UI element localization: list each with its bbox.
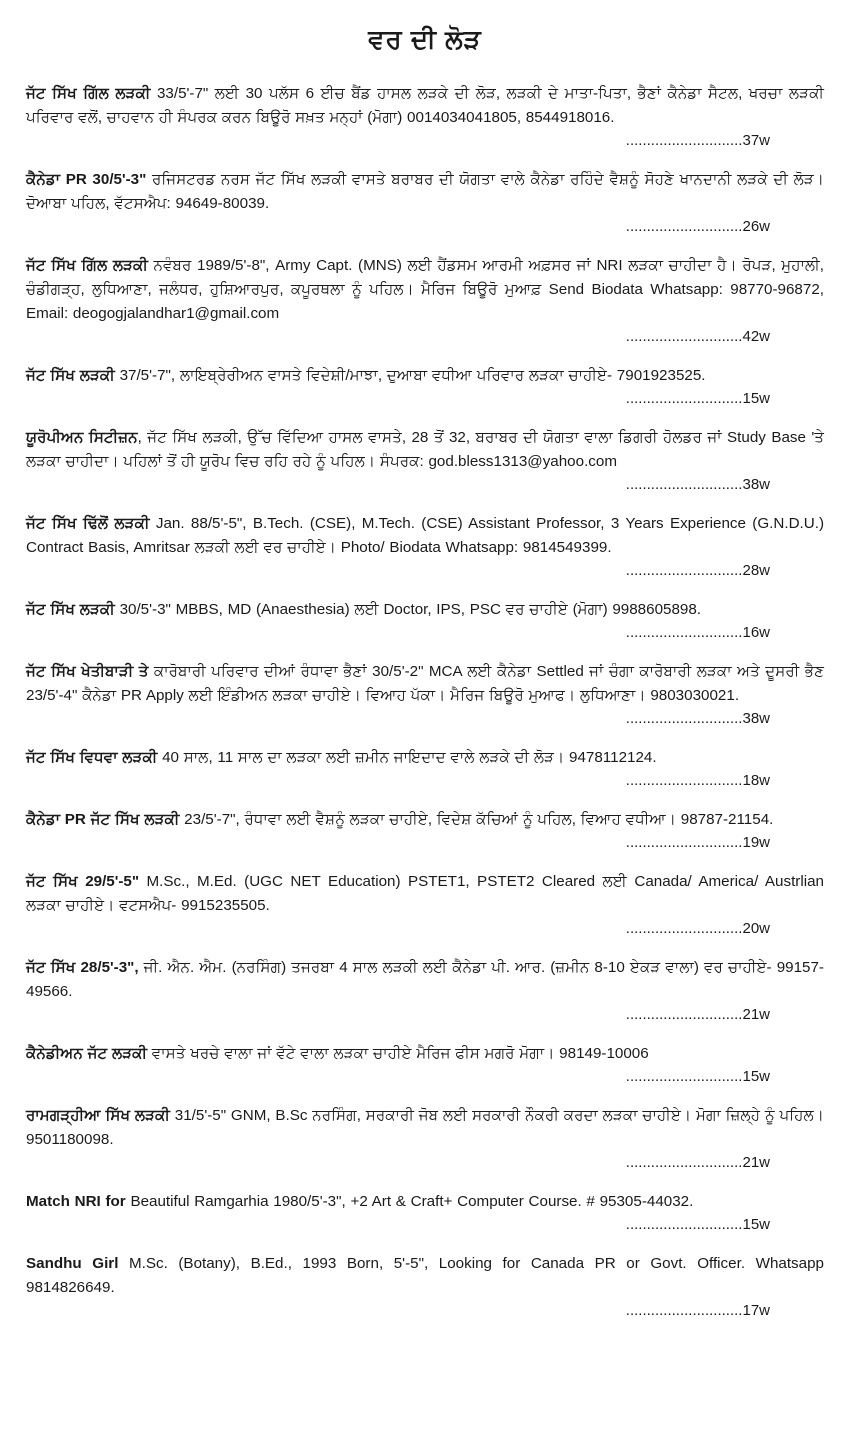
ad-code: ............................15w [625, 1068, 770, 1085]
ad-text [26, 1042, 824, 1066]
ad-code: ............................19w [625, 834, 770, 851]
ad-code: ............................18w [625, 772, 770, 789]
ad-entry [26, 426, 824, 496]
ad-body: Beautiful Ramgarhia 1980/5'-3", +2 Art & Craft+ Computer Course. # 95305-44032. [125, 1193, 694, 1210]
ad-body: 40 ਸਾਲ, 11 ਸਾਲ ਦਾ ਲੜਕਾ ਲਈ ਜ਼ਮੀਨ ਜਾਇਦਾਦ ਵਾਲੇ ਲੜਕੇ ਦੀ ਲੋੜ। 9478112124. [157, 749, 657, 766]
ad-text [26, 1104, 824, 1152]
ad-text [26, 1190, 824, 1214]
ad-body: ਜੀ. ਐਨ. ਐਮ. (ਨਰਸਿੰਗ) ਤਜਰਬਾ 4 ਸਾਲ ਲੜਕੀ ਲਈ ਕੈਨੇਡਾ ਪੀ. ਆਰ. (ਜ਼ਮੀਨ 8-10 ਏਕੜ ਵਾਲਾ) ਵਰ ਚਾਹੀਏ- 99157-49566. [26, 959, 824, 1000]
ad-entry [26, 660, 824, 730]
ad-code: ............................42w [625, 328, 770, 345]
ad-entry [26, 82, 824, 152]
ad-entry [26, 1252, 824, 1322]
ad-text [26, 660, 824, 708]
ad-entry [26, 364, 824, 410]
ad-text [26, 746, 824, 770]
ad-heading: ਕੈਨੇਡੀਅਨ ਜੱਟ ਲੜਕੀ [26, 1045, 148, 1062]
ad-body: 31/5'-5" GNM, B.Sc ਨਰਸਿੰਗ, ਸਰਕਾਰੀ ਜੋਬ ਲਈ ਸਰਕਾਰੀ ਨੌਕਰੀ ਕਰਦਾ ਲੜਕਾ ਚਾਹੀਏ। ਮੋਗਾ ਜ਼ਿਲ੍ਹੇ ਨੂੰ ਪਹਿਲ। 9501180098. [26, 1107, 824, 1148]
ad-text [26, 426, 824, 474]
ad-heading: ਜੱਟ ਸਿੱਖ 29/5'-5" [26, 873, 140, 890]
ad-text [26, 254, 824, 326]
ad-heading: Sandhu Girl [26, 1255, 119, 1272]
ad-code: ............................28w [625, 562, 770, 579]
ad-body: M.Sc. (Botany), B.Ed., 1993 Born, 5'-5", Looking for Canada PR or Govt. Officer. Whatsapp 9814826649. [26, 1255, 824, 1296]
ad-heading: ਜੱਟ ਸਿੱਖ ਲੜਕੀ [26, 601, 115, 618]
ad-text [26, 870, 824, 918]
ad-code: ............................38w [625, 710, 770, 727]
ad-entry [26, 1104, 824, 1174]
ads-list [26, 82, 824, 1322]
ad-text [26, 168, 824, 216]
ad-entry [26, 870, 824, 940]
ad-entry [26, 168, 824, 238]
ad-entry [26, 512, 824, 582]
ad-entry [26, 254, 824, 348]
ad-text [26, 1252, 824, 1300]
ad-heading: ਜੱਟ ਸਿੱਖ ਗਿੱਲ ਲੜਕੀ [26, 257, 148, 274]
ad-code: ............................15w [625, 1216, 770, 1233]
ad-heading: ਜੱਟ ਸਿੱਖ ਵਿਧਵਾ ਲੜਕੀ [26, 749, 158, 766]
ad-heading: Match NRI for [26, 1193, 126, 1210]
ad-code: ............................21w [625, 1154, 770, 1171]
ad-heading: ਜੱਟ ਸਿੱਖ ਲੜਕੀ [26, 367, 115, 384]
ad-body: 23/5'-7", ਰੰਧਾਵਾ ਲਈ ਵੈਸ਼ਨੂੰ ਲੜਕਾ ਚਾਹੀਏ, ਵਿਦੇਸ਼ ਕੱਚਿਆਂ ਨੂੰ ਪਹਿਲ, ਵਿਆਹ ਵਧੀਆ। 98787-21154. [179, 811, 774, 828]
ad-body: , ਜੱਟ ਸਿੱਖ ਲੜਕੀ, ਉੱਚ ਵਿੱਦਿਆ ਹਾਸਲ ਵਾਸਤੇ, 28 ਤੋਂ 32, ਬਰਾਬਰ ਦੀ ਯੋਗਤਾ ਵਾਲਾ ਡਿਗਰੀ ਹੋਲਡਰ ਜਾਂ Study Base 'ਤੇ ਲੜਕਾ ਚਾਹੀਦਾ। ਪਹਿਲਾਂ ਤੋਂ ਹੀ ਯੂਰੋਪ ਵਿਚ ਰਹਿ ਰਹੇ ਨੂੰ ਪਹਿਲ। ਸੰਪਰਕ: god.bless1313@yahoo.com [26, 429, 824, 470]
ad-code: ............................16w [625, 624, 770, 641]
ad-body: ਵਾਸਤੇ ਖਰਚੇ ਵਾਲਾ ਜਾਂ ਵੱਟੇ ਵਾਲਾ ਲੜਕਾ ਚਾਹੀਏ ਮੈਰਿਜ ਫੀਸ ਮਗਰੋ ਮੋਗਾ। 98149-10006 [147, 1045, 649, 1062]
page-title: ਵਰ ਦੀ ਲੋੜ [368, 24, 482, 54]
ad-code: ............................37w [625, 132, 770, 149]
ad-body: M.Sc., M.Ed. (UGC NET Education) PSTET1, PSTET2 Cleared ਲਈ Canada/ America/ Austrlian ਲੜਕਾ ਚਾਹੀਏ। ਵਟਸਐਪ- 9915235505. [26, 873, 824, 914]
ad-text [26, 598, 824, 622]
ad-code: ............................17w [625, 1302, 770, 1319]
ad-heading: ਜੱਟ ਸਿੱਖ 28/5'-3", [26, 959, 139, 976]
ad-entry [26, 956, 824, 1026]
ad-entry [26, 808, 824, 854]
ad-entry [26, 1190, 824, 1236]
ad-text [26, 364, 824, 388]
ad-code: ............................21w [625, 1006, 770, 1023]
ad-text [26, 808, 824, 832]
ad-heading: ਯੂਰੋਪੀਅਨ ਸਿਟੀਜ਼ਨ [26, 429, 138, 446]
ad-body: Jan. 88/5'-5", B.Tech. (CSE), M.Tech. (CSE) Assistant Professor, 3 Years Experience (G.N.D.U.) Contract Basis, Amritsar ਲੜਕੀ ਲਈ ਵਰ ਚਾਹੀਏ। Photo/ Biodata Whatsapp: 9814549399. [26, 515, 825, 556]
ad-body: ਰਜਿਸਟਰਡ ਨਰਸ ਜੱਟ ਸਿੱਖ ਲੜਕੀ ਵਾਸਤੇ ਬਰਾਬਰ ਦੀ ਯੋਗਤਾ ਵਾਲੇ ਕੈਨੇਡਾ ਰਹਿੰਦੇ ਵੈਸ਼ਨੂੰ ਸੋਹਣੇ ਖਾਨਦਾਨੀ ਲੜਕੇ ਦੀ ਲੋੜ। ਦੋਆਬਾ ਪਹਿਲ, ਵੱਟਸਐਪ: 94649-80039. [26, 171, 825, 212]
ad-code: ............................26w [625, 218, 770, 235]
ad-entry [26, 598, 824, 644]
ad-body: 30/5'-3" MBBS, MD (Anaesthesia) ਲਈ Doctor, IPS, PSC ਵਰ ਚਾਹੀਏ (ਮੋਗਾ) 9988605898. [114, 601, 702, 618]
ad-heading: ਜੱਟ ਸਿੱਖ ਗਿੱਲ ਲੜਕੀ [26, 85, 151, 102]
ad-text [26, 956, 824, 1004]
ad-entry [26, 1042, 824, 1088]
ad-heading: ਰਾਮਗੜ੍ਹੀਆ ਸਿੱਖ ਲੜਕੀ [26, 1107, 170, 1124]
ad-code: ............................38w [625, 476, 770, 493]
ad-text [26, 82, 824, 130]
ad-body: ਕਾਰੋਬਾਰੀ ਪਰਿਵਾਰ ਦੀਆਂ ਰੰਧਾਵਾ ਭੈਣਾਂ 30/5'-2" MCA ਲਈ ਕੈਨੇਡਾ Settled ਜਾਂ ਚੰਗਾ ਕਾਰੋਬਾਰੀ ਲੜਕਾ ਅਤੇ ਦੂਸਰੀ ਭੈਣ 23/5'-4" ਕੈਨੇਡਾ PR Apply ਲਈ ਇੰਡੀਅਨ ਲੜਕਾ ਚਾਹੀਏ। ਵਿਆਹ ਪੱਕਾ। ਮੈਰਿਜ ਬਿਊਰੋ ਮੁਆਫ। ਲੁਧਿਆਣਾ। 9803030021. [26, 663, 824, 704]
ad-entry [26, 746, 824, 792]
ad-code: ............................15w [625, 390, 770, 407]
ad-code: ............................20w [625, 920, 770, 937]
ad-heading: ਕੈਨੇਡਾ PR 30/5'-3" [26, 171, 147, 188]
ad-heading: ਜੱਟ ਸਿੱਖ ਖੇਤੀਬਾੜੀ ਤੇ [26, 663, 149, 680]
ad-heading: ਜੱਟ ਸਿੱਖ ਢਿੱਲੋਂ ਲੜਕੀ [26, 515, 150, 532]
ad-body: ਨਵੰਬਰ 1989/5'-8", Army Capt. (MNS) ਲਈ ਹੈਂਡਸਮ ਆਰਮੀ ਅਫ਼ਸਰ ਜਾਂ NRI ਲੜਕਾ ਚਾਹੀਦਾ ਹੈ। ਰੋਪੜ, ਮੁਹਾਲੀ, ਚੰਡੀਗੜ੍ਹ, ਲੁਧਿਆਣਾ, ਜਲੰਧਰ, ਹੁਸ਼ਿਆਰਪੁਰ, ਕਪੂਰਥਲਾ ਨੂੰ ਪਹਿਲ। ਮੈਰਿਜ ਬਿਊਰੋ ਮੁਆਫ਼ Send Biodata Whatsapp: 98770-96872, Email: deogogjalandhar1@gmail.com [26, 257, 824, 322]
ad-body: 33/5'-7" ਲਈ 30 ਪਲੱਸ 6 ਈਚ ਬੈਂਡ ਹਾਸਲ ਲੜਕੇ ਦੀ ਲੋੜ, ਲੜਕੀ ਦੇ ਮਾਤਾ-ਪਿਤਾ, ਭੈਣਾਂ ਕੈਨੇਡਾ ਸੈਟਲ, ਖਰਚਾ ਲੜਕੀ ਪਰਿਵਾਰ ਵਲੋਂ, ਚਾਹਵਾਨ ਹੀ ਸੰਪਰਕ ਕਰਨ ਬਿਊਰੋ ਸਖ਼ਤ ਮਨ੍ਹਾਂ (ਮੋਗਾ) 0014034041805, 8544918016. [26, 85, 824, 126]
ad-text [26, 512, 824, 560]
ad-heading: ਕੈਨੇਡਾ PR ਜੱਟ ਸਿੱਖ ਲੜਕੀ [26, 811, 180, 828]
ad-body: 37/5'-7", ਲਾਇਬ੍ਰੇਰੀਅਨ ਵਾਸਤੇ ਵਿਦੇਸ਼ੀ/ਮਾਝਾ, ਦੁਆਬਾ ਵਧੀਆ ਪਰਿਵਾਰ ਲੜਕਾ ਚਾਹੀਏ- 7901923525. [114, 367, 706, 384]
